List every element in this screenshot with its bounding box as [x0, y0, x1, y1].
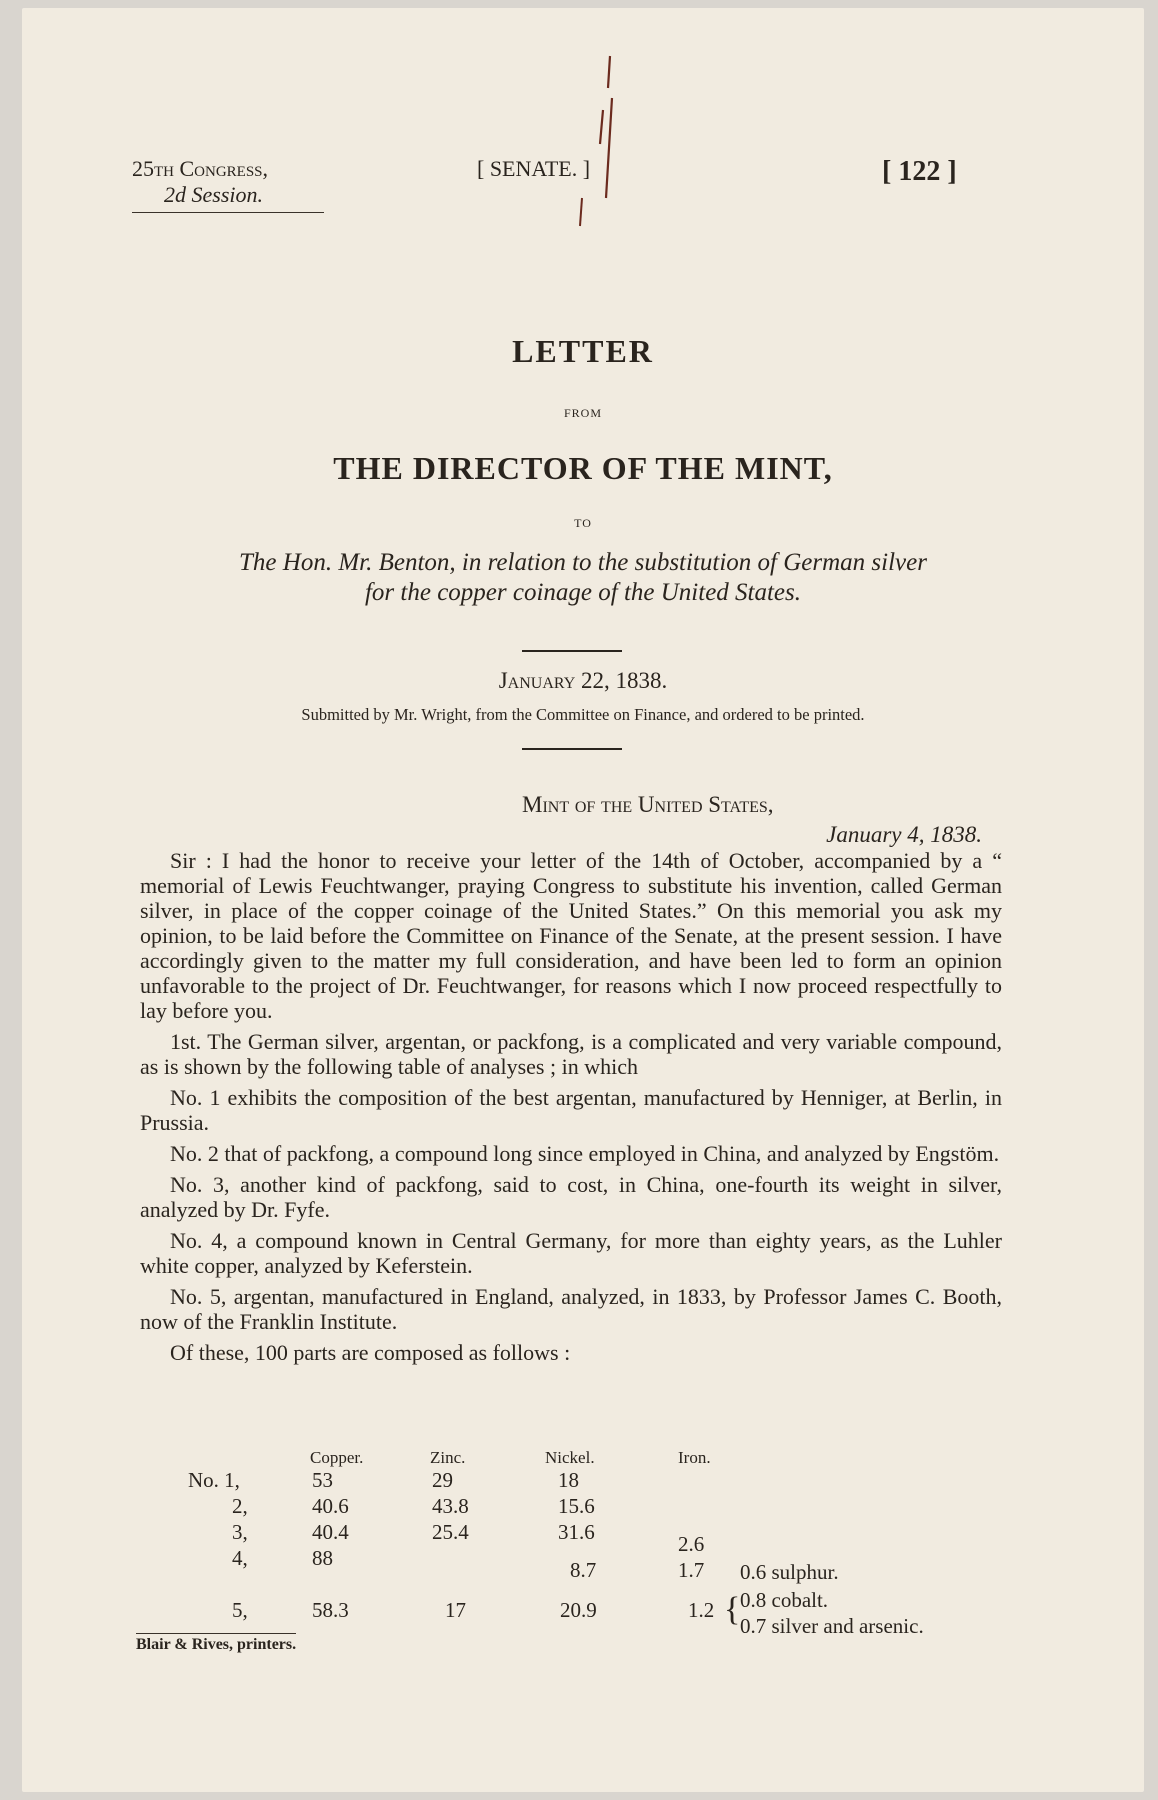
- subject-line-1: The Hon. Mr. Benton, in relation to the substitution of German silver: [239, 549, 927, 576]
- heading-to: TO: [574, 516, 592, 530]
- paragraph: Sir : I had the honor to receive your letter of the 14th of October, accompanied by a “ memorial of Lewis Feuchtwanger, praying Congress to substitute his invention, called German silver, in place of the copper coinage of the United States.” On this memorial you ask my opinion, to be laid before the Committee on Finance of the Senate, at the present session. I have accordingly given to the matter my full consideration, and have been led to form an opinion unfavorable to the project of Dr. Feuchtwanger, for reasons which I now proceed respectfully to lay before you.: [140, 848, 1002, 1023]
- zinc-cell: 17: [445, 1598, 466, 1622]
- congress-session: [132, 156, 324, 213]
- handwritten-pencil-marks: [570, 48, 650, 228]
- session-label: 2d Session.: [132, 182, 324, 213]
- paragraph: No. 1 exhibits the composition of the best argentan, manufactured by Henniger, at Berlin, in Prussia.: [140, 1085, 1002, 1135]
- subject: [22, 548, 1144, 608]
- other-cell: 0.8 cobalt.: [740, 1588, 829, 1612]
- paragraph: 1st. The German silver, argentan, or packfong, is a complicated and very variable compound, as is shown by the following table of analyses ; in which: [140, 1029, 1002, 1079]
- printer-imprint: Blair & Rives, printers.: [136, 1633, 296, 1654]
- paragraph: No. 4, a compound known in Central Germany, for more than eighty years, as the Luhler white copper, analyzed by Keferstein.: [140, 1228, 1002, 1278]
- column-header: Copper.: [310, 1448, 364, 1467]
- heading-from: FROM: [563, 406, 602, 420]
- letter-place: Mint of the United States,: [522, 792, 774, 817]
- congress-label: 25th Congress,: [132, 156, 269, 181]
- other-cell: 0.6 sulphur.: [740, 1560, 839, 1584]
- row-label: 2,: [232, 1494, 248, 1518]
- nickel-cell: 20.9: [560, 1598, 597, 1622]
- paragraph: No. 2 that of packfong, a compound long since employed in China, and analyzed by Engstöm.: [170, 1141, 1000, 1166]
- iron-cell: 1.2: [688, 1598, 715, 1622]
- document-number: [ 122 ]: [882, 156, 957, 187]
- row-label: 4,: [232, 1546, 248, 1570]
- other-cell: 0.7 silver and arsenic.: [740, 1614, 924, 1638]
- divider: [522, 748, 622, 750]
- column-header: Iron.: [678, 1448, 711, 1467]
- copper-cell: 40.6: [312, 1494, 349, 1518]
- column-header: Nickel.: [545, 1448, 595, 1467]
- row-label: 3,: [232, 1520, 248, 1544]
- paragraph: No. 5, argentan, manufactured in England, analyzed, in 1833, by Professor James C. Booth, now of the Franklin Institute.: [140, 1284, 1002, 1334]
- letter-heading: [522, 790, 982, 850]
- letter-body: [140, 848, 1002, 1371]
- paragraph: Of these, 100 parts are composed as follows :: [170, 1340, 571, 1365]
- nickel-cell: 31.6: [558, 1520, 595, 1544]
- nickel-cell: 8.7: [570, 1558, 597, 1582]
- zinc-cell: 29: [432, 1468, 453, 1492]
- iron-cell: 1.7: [678, 1558, 705, 1582]
- divider: [522, 650, 622, 652]
- zinc-cell: 25.4: [432, 1520, 469, 1544]
- iron-cell: 2.6: [678, 1532, 705, 1556]
- document-page: [22, 8, 1144, 1792]
- row-label: 5,: [232, 1598, 248, 1622]
- subject-line-2: for the copper coinage of the United States.: [364, 579, 802, 606]
- paragraph: No. 3, another kind of packfong, said to cost, in China, one-fourth its weight in silver, analyzed by Dr. Fyfe.: [140, 1172, 1002, 1222]
- zinc-cell: 43.8: [432, 1494, 469, 1518]
- submitted-note: Submitted by Mr. Wright, from the Committee on Finance, and ordered to be printed.: [301, 705, 865, 724]
- letter-date: January 4, 1838.: [826, 822, 982, 847]
- nickel-cell: 18: [558, 1468, 579, 1492]
- column-header: Zinc.: [430, 1448, 466, 1467]
- copper-cell: 88: [312, 1546, 333, 1570]
- copper-cell: 53: [312, 1468, 333, 1492]
- chamber-label: [ SENATE. ]: [477, 156, 591, 181]
- heading-director: THE DIRECTOR OF THE MINT,: [333, 450, 833, 486]
- copper-cell: 40.4: [312, 1520, 349, 1544]
- heading-letter: LETTER: [512, 333, 654, 369]
- nickel-cell: 15.6: [558, 1494, 595, 1518]
- copper-cell: 58.3: [312, 1598, 349, 1622]
- brace-icon: {: [724, 1591, 741, 1628]
- document-date: January 22, 1838.: [498, 668, 668, 693]
- row-label: No. 1,: [188, 1468, 240, 1492]
